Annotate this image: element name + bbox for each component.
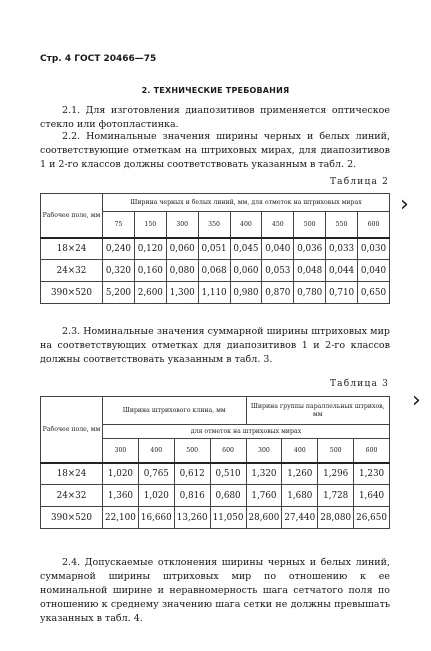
table2-cell: 0,060 [230, 260, 262, 282]
table3-group-header-parallel: Ширина группы параллельных штрихов, мм [246, 397, 390, 425]
table-3 [40, 396, 390, 529]
table2-cell: 0,780 [294, 282, 326, 304]
table3-cell: 1,680 [282, 485, 318, 507]
table3-row-label: 390×520 [41, 507, 103, 529]
table3-cell: 1,320 [246, 463, 282, 485]
table3-cell: 1,760 [246, 485, 282, 507]
table3-cell: 28,600 [246, 507, 282, 529]
table2-cell: 0,060 [166, 238, 198, 260]
table-row [41, 282, 390, 304]
paragraph-2-3: 2.3. Номинальные значения суммарной ширины штриховых мир на соответствующих отметках для диапозитивов 1 и 2-го классов должны соответствовать указанным в табл. 3. [40, 326, 390, 365]
table3-group-header-wedge: Ширина штрихового клина, мм [103, 397, 247, 425]
table2-cell: 1,110 [198, 282, 230, 304]
table2-cell: 0,870 [262, 282, 294, 304]
table3-cell: 27,440 [282, 507, 318, 529]
table2-cell: 0,068 [198, 260, 230, 282]
table3-cell: 1,020 [138, 485, 174, 507]
table2-cell: 0,040 [358, 260, 390, 282]
table2-cell: 0,044 [326, 260, 358, 282]
table3-col-header: 600 [354, 439, 390, 463]
table3-cell: 26,650 [354, 507, 390, 529]
table2-cell: 0,080 [166, 260, 198, 282]
table3-cell: 28,080 [318, 507, 354, 529]
table2-cell: 0,051 [198, 238, 230, 260]
table2-col-header: 350 [198, 212, 230, 238]
table3-col-header: 500 [318, 439, 354, 463]
table3-cell: 1,640 [354, 485, 390, 507]
table3-cell: 0,612 [174, 463, 210, 485]
table3-cell: 1,360 [103, 485, 139, 507]
table2-col-header: 550 [326, 212, 358, 238]
table2-cell: 0,030 [358, 238, 390, 260]
table3-cell: 1,728 [318, 485, 354, 507]
table2-row-label: 24×32 [41, 260, 103, 282]
section-title: 2. ТЕХНИЧЕСКИЕ ТРЕБОВАНИЯ [141, 86, 290, 95]
table2-cell: 0,160 [134, 260, 166, 282]
table2-group-header: Ширина черных и белых линий, мм, для отметок на штриховых мирах [103, 194, 390, 212]
table3-col-header: 600 [210, 439, 246, 463]
paragraph-2-4: 2.4. Допускаемые отклонения ширины черных и белых линий, суммарной ширины штриховых мир по отношению к ее номинальной ширине и неравномерность шага сетчатого поля по отношению к среднему значению шага сетки не должны превышать указанных в табл. 4. [40, 557, 390, 624]
table2-cell: 0,650 [358, 282, 390, 304]
margin-bracket-mark: › [412, 388, 421, 413]
table-row [41, 463, 390, 485]
table3-cell: 0,510 [210, 463, 246, 485]
table2-cell: 0,980 [230, 282, 262, 304]
page-header: Стр. 4 ГОСТ 20466—75 [40, 54, 157, 64]
table2-cell: 0,036 [294, 238, 326, 260]
table2-col-header: 150 [134, 212, 166, 238]
table3-row-label: 18×24 [41, 463, 103, 485]
table2-col-header: 75 [103, 212, 135, 238]
table2-col-header: 500 [294, 212, 326, 238]
table3-col-header: 400 [282, 439, 318, 463]
table3-cell: 11,050 [210, 507, 246, 529]
table2-cell: 0,710 [326, 282, 358, 304]
table2-cell: 0,033 [326, 238, 358, 260]
table3-row-label: 24×32 [41, 485, 103, 507]
table3-cell: 0,816 [174, 485, 210, 507]
margin-bracket-mark: › [400, 192, 409, 217]
table2-cell: 5,200 [103, 282, 135, 304]
table3-cell: 0,680 [210, 485, 246, 507]
table2-row-label: 390×520 [41, 282, 103, 304]
paragraph-2-2: 2.2. Номинальные значения ширины черных и белых линий, соответствующие отметкам на штриховых мирах, для диапозитивов 1 и 2-го классов должны соответствовать указанным в табл. 2. [40, 131, 390, 170]
table-row [41, 260, 390, 282]
table3-cell: 0,765 [138, 463, 174, 485]
table2-cell: 1,300 [166, 282, 198, 304]
table-2 [40, 193, 390, 304]
table3-cell: 1,296 [318, 463, 354, 485]
table-row [41, 238, 390, 260]
paragraph-2-1: 2.1. Для изготовления диапозитивов применяется оптическое стекло или фотопластинка. [40, 105, 390, 130]
table-row [41, 507, 390, 529]
table3-caption: Таблица 3 [329, 379, 389, 389]
table2-col-header: 600 [358, 212, 390, 238]
table3-cell: 13,260 [174, 507, 210, 529]
table3-col-header: 400 [138, 439, 174, 463]
table2-cell: 0,045 [230, 238, 262, 260]
table3-col-header: 500 [174, 439, 210, 463]
table2-cell: 0,048 [294, 260, 326, 282]
table2-row-label: 18×24 [41, 238, 103, 260]
table2-row-header: Рабочее поле, мм [41, 194, 103, 238]
table3-cell: 1,020 [103, 463, 139, 485]
table-row [41, 485, 390, 507]
table2-col-header: 450 [262, 212, 294, 238]
table2-col-header: 400 [230, 212, 262, 238]
table3-sub-header: для отметок на штриховых мирах [103, 425, 390, 439]
table3-row-header: Рабочее поле, мм [41, 397, 103, 463]
table3-cell: 1,260 [282, 463, 318, 485]
table2-cell: 0,040 [262, 238, 294, 260]
table3-cell: 22,100 [103, 507, 139, 529]
table2-cell: 2,600 [134, 282, 166, 304]
table3-col-header: 300 [246, 439, 282, 463]
table2-col-header: 300 [166, 212, 198, 238]
table2-cell: 0,320 [103, 260, 135, 282]
table2-cell: 0,240 [103, 238, 135, 260]
table2-cell: 0,120 [134, 238, 166, 260]
table3-cell: 16,660 [138, 507, 174, 529]
table3-col-header: 300 [103, 439, 139, 463]
table2-caption: Таблица 2 [329, 177, 389, 187]
table3-cell: 1,230 [354, 463, 390, 485]
table2-cell: 0,053 [262, 260, 294, 282]
